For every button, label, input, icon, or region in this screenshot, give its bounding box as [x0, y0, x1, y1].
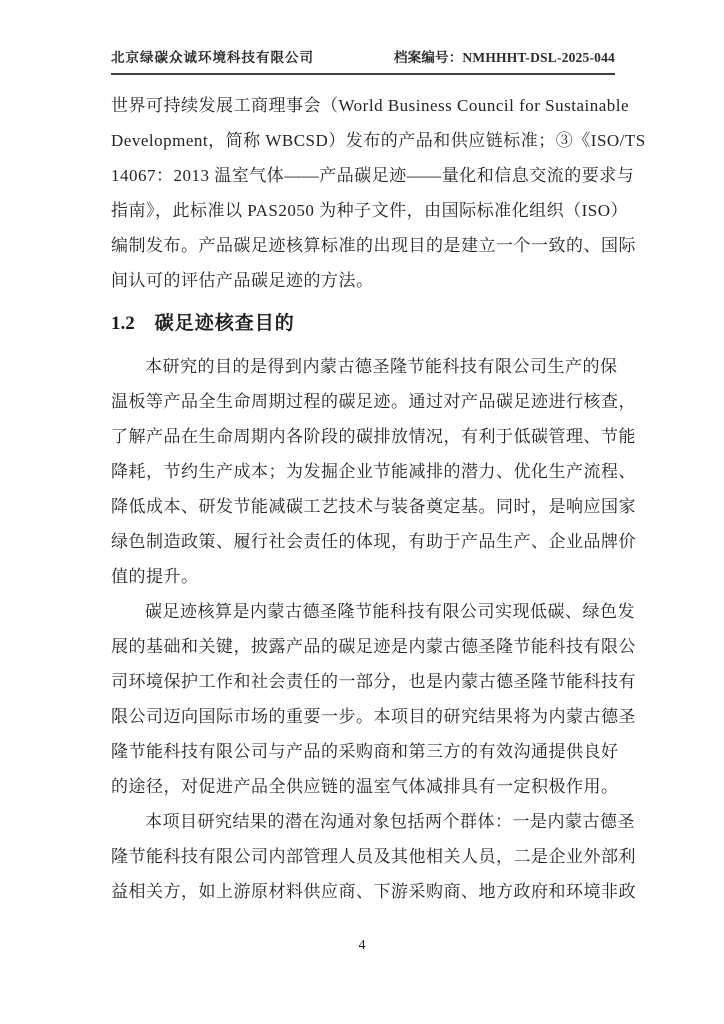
text-line: 隆节能科技有限公司与产品的采购商和第三方的有效沟通提供良好: [111, 742, 619, 761]
document-body: [111, 88, 646, 909]
text-line: 本项目研究结果的潜在沟通对象包括两个群体：一是内蒙古德圣: [145, 812, 635, 831]
text-line: 编制发布。产品碳足迹核算标准的出现目的是建立一个一致的、国际: [111, 236, 636, 255]
text-line: 温板等产品全生命周期过程的碳足迹。通过对产品碳足迹进行核查，: [111, 392, 636, 411]
section-number: 1.2: [111, 313, 135, 334]
section-heading: [111, 306, 615, 342]
text-line: 世界可持续发展工商理事会（World Business Council for Sustainable: [111, 96, 630, 115]
text-line: 了解产品在生命周期内各阶段的碳排放情况，有利于低碳管理、节能: [111, 427, 636, 446]
header-doc-number: 档案编号：NMHHHT-DSL-2025-044: [393, 50, 615, 65]
text-line: 14067：2013 温室气体——产品碳足迹——量化和信息交流的要求与: [111, 166, 635, 185]
page-header: [111, 46, 615, 75]
text-line: 司环境保护工作和社会责任的一部分，也是内蒙古德圣隆节能科技有: [111, 672, 636, 691]
text-line: 指南》，此标准以 PAS2050 为种子文件，由国际标准化组织（ISO）: [111, 201, 629, 220]
text-line: Development，简称 WBCSD）发布的产品和供应链标准；③《ISO/TS: [111, 131, 646, 150]
text-line: 降耗，节约生产成本；为发掘企业节能减排的潜力、优化生产流程、: [111, 462, 636, 481]
paragraph: [111, 349, 636, 594]
text-line: 限公司迈向国际市场的重要一步。本项目的研究结果将为内蒙古德圣: [111, 707, 636, 726]
page-footer: [0, 938, 724, 954]
text-line: 碳足迹核算是内蒙古德圣隆节能科技有限公司实现低碳、绿色发: [145, 602, 635, 621]
text-line: 展的基础和关键，披露产品的碳足迹是内蒙古德圣隆节能科技有限公: [111, 637, 636, 656]
text-line: 绿色制造政策、履行社会责任的体现，有助于产品生产、企业品牌价: [111, 532, 636, 551]
text-line: 的途径，对促进产品全供应链的温室气体减排具有一定积极作用。: [111, 777, 619, 796]
page-number: 4: [358, 938, 366, 953]
paragraph: [111, 88, 646, 298]
text-line: 益相关方，如上游原材料供应商、下游采购商、地方政府和环境非政: [111, 882, 636, 901]
paragraph: [111, 804, 636, 909]
text-line: 隆节能科技有限公司内部管理人员及其他相关人员，二是企业外部利: [111, 847, 636, 866]
text-line: 间认可的评估产品碳足迹的方法。: [111, 271, 374, 290]
paragraph: [111, 594, 636, 804]
section-title: 碳足迹核查目的: [154, 313, 295, 334]
header-company: 北京绿碳众诚环境科技有限公司: [111, 50, 314, 65]
text-line: 值的提升。: [111, 567, 199, 586]
text-line: 降低成本、研发节能减碳工艺技术与装备奠定基。同时，是响应国家: [111, 497, 636, 516]
text-line: 本研究的目的是得到内蒙古德圣隆节能科技有限公司生产的保: [145, 357, 618, 376]
